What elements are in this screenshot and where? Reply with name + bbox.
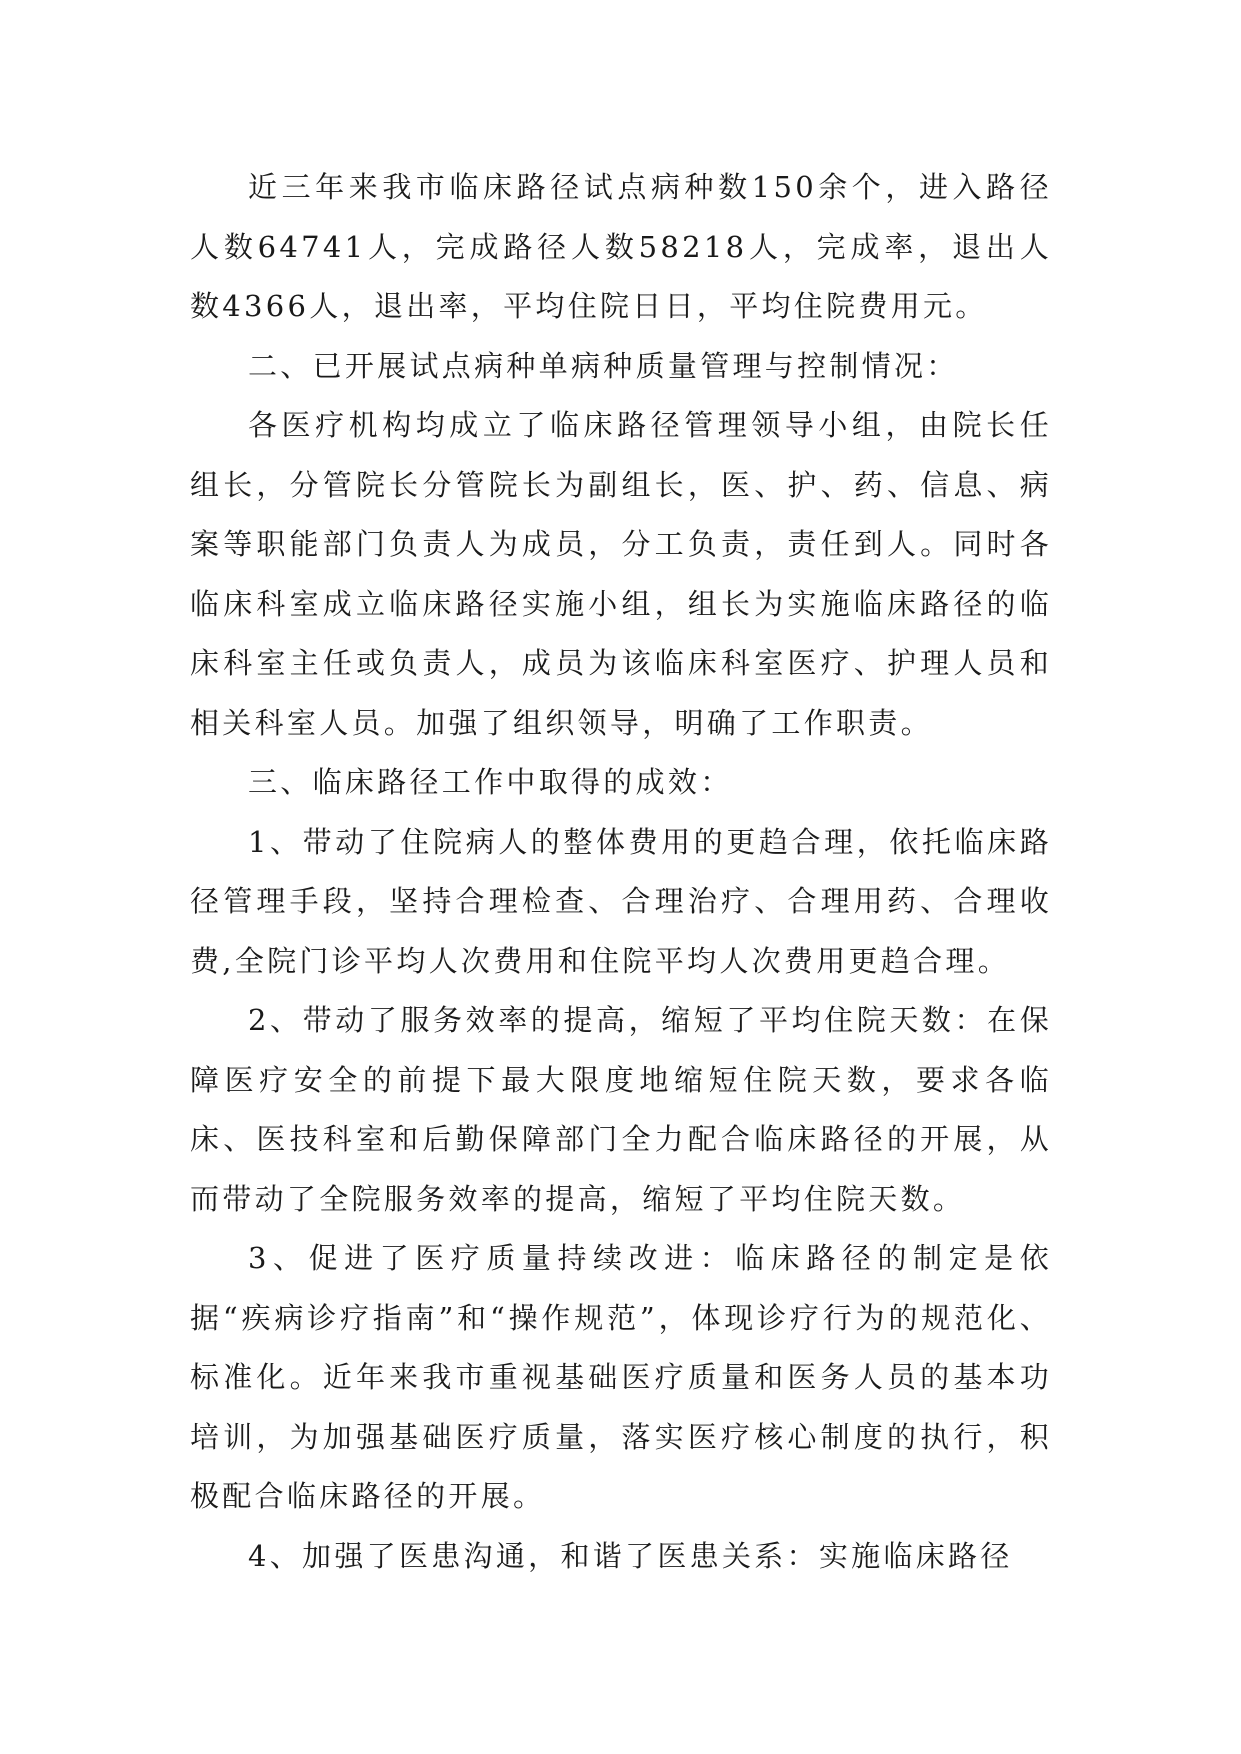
paragraph-organization: 各医疗机构均成立了临床路径管理领导小组，由院长任组长，分管院长分管院长为副组长，医、护、药、信息、病案等职能部门负责人为成员，分工负责，责任到人。同时各临床科室成立临床路径实施小组，组长为实施临床路径的临床科室主任或负责人，成员为该临床科室医疗、护理人员和相关科室人员。加强了组织领导，明确了工作职责。 bbox=[190, 408, 1052, 740]
paragraph-item-2: 2、带动了服务效率的提高，缩短了平均住院天数：在保障医疗安全的前提下最大限度地缩短住院天数，要求各临床、医技科室和后勤保障部门全力配合临床路径的开展，从而带动了全院服务效率的提高，缩短了平均住院天数。 bbox=[190, 1003, 1052, 1216]
paragraph-item-4: 4、加强了医患沟通，和谐了医患关系：实施临床路径 bbox=[248, 1538, 1013, 1573]
paragraph-item-3: 3、促进了医疗质量持续改进：临床路径的制定是依据“疾病诊疗指南”和“操作规范”，体现诊疗行为的规范化、标准化。近年来我市重视基础医疗质量和医务人员的基本功培训，为加强基础医疗质量，落实医疗核心制度的执行，积极配合临床路径的开展。 bbox=[190, 1241, 1052, 1513]
paragraph-item-1: 1、带动了住院病人的整体费用的更趋合理，依托临床路径管理手段，坚持合理检查、合理治疗、合理用药、合理收费,全院门诊平均人次费用和住院平均人次费用更趋合理。 bbox=[190, 824, 1052, 978]
section-heading-3: 三、临床路径工作中取得的成效： bbox=[248, 765, 733, 799]
section-heading-2: 二、已开展试点病种单病种质量管理与控制情况： bbox=[248, 348, 959, 383]
paragraph-statistics: 近三年来我市临床路径试点病种数150余个，进入路径人数64741人，完成路径人数58218人，完成率，退出人数4366人，退出率，平均住院日日，平均住院费用元。 bbox=[190, 170, 1052, 323]
document-body bbox=[190, 158, 1052, 1586]
